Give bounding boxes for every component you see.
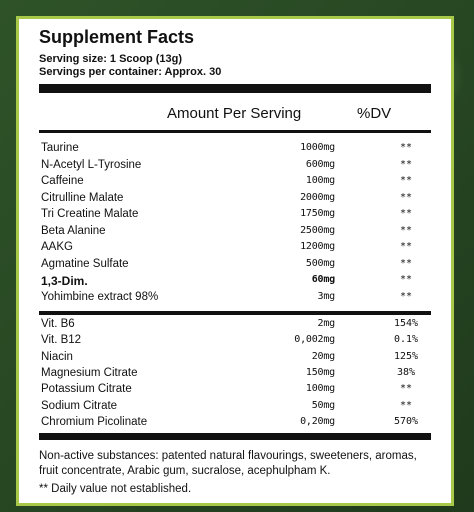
ingredient-amount: 100mg	[305, 175, 335, 186]
ingredient-amount: 1200mg	[300, 241, 335, 252]
ingredient-row	[41, 159, 431, 175]
non-active-substances: Non-active substances: patented natural flavourings, sweeteners, aromas, fruit concentrate, Arabic gum, sucralose, acephulpham K.	[39, 450, 417, 477]
ingredient-row	[41, 208, 431, 224]
ingredient-amount: 1750mg	[300, 208, 335, 219]
ingredient-dv: **	[399, 224, 413, 236]
divider-thick	[39, 84, 431, 93]
ingredient-name: Tri Creatine Malate	[41, 208, 139, 220]
ingredient-amount: 100mg	[305, 383, 335, 395]
ingredient-dv: **	[399, 191, 413, 203]
ingredient-dv: 125%	[393, 350, 419, 362]
ingredient-row	[41, 318, 431, 334]
ingredient-name: AAKG	[41, 241, 73, 253]
ingredient-row	[41, 192, 431, 208]
ingredient-row	[41, 274, 431, 290]
divider-middle	[39, 311, 431, 315]
ingredient-name: Yohimbine extract 98%	[41, 290, 159, 303]
divider-header	[39, 130, 431, 133]
ingredient-row	[41, 400, 431, 416]
daily-value-note: ** Daily value not established.	[39, 483, 192, 495]
ingredient-row	[41, 258, 431, 274]
ingredient-dv: **	[399, 208, 413, 219]
ingredient-amount: 150mg	[305, 366, 335, 378]
ingredient-dv: 570%	[393, 415, 419, 427]
servings-per-container: Servings per container: Approx. 30	[39, 66, 222, 78]
ingredient-amount: 0,20mg	[300, 415, 335, 427]
ingredient-amount: 2mg	[317, 318, 335, 329]
panel-title: Supplement Facts	[39, 27, 195, 47]
ingredient-row	[41, 351, 431, 367]
ingredient-amount: 1000mg	[300, 142, 335, 153]
ingredient-dv: **	[399, 274, 413, 285]
ingredient-amount: 20mg	[311, 350, 335, 362]
ingredient-row	[41, 175, 431, 191]
ingredient-name: Magnesium Citrate	[41, 366, 138, 379]
ingredient-dv: 0.1%	[393, 334, 419, 346]
divider-bottom	[39, 433, 431, 440]
ingredient-row	[41, 416, 431, 432]
ingredient-dv: 38%	[396, 366, 416, 378]
serving-size: Serving size: 1 Scoop (13g)	[39, 53, 183, 65]
header-amount: Amount Per Serving	[167, 105, 302, 122]
ingredient-amount: 500mg	[305, 257, 335, 269]
ingredient-row	[41, 225, 431, 241]
ingredient-amount: 2500mg	[300, 224, 335, 236]
ingredient-dv: **	[399, 175, 413, 186]
ingredient-amount: 60mg	[311, 274, 335, 285]
ingredient-row	[41, 142, 431, 158]
ingredient-name: Vit. B12	[41, 334, 82, 347]
supplement-facts-panel	[16, 16, 454, 506]
ingredient-row	[41, 367, 431, 383]
ingredient-dv: **	[399, 290, 413, 302]
ingredient-name: 1,3-Dim.	[41, 274, 88, 288]
ingredient-dv: **	[399, 257, 413, 269]
ingredient-name: Chromium Picolinate	[41, 415, 148, 428]
ingredient-amount: 600mg	[305, 158, 335, 170]
ingredient-row	[41, 241, 431, 257]
ingredient-name: Beta Alanine	[41, 224, 106, 237]
ingredient-dv: **	[399, 399, 413, 411]
ingredient-name: Taurine	[41, 142, 79, 154]
ingredient-name: Sodium Citrate	[41, 399, 118, 412]
ingredient-dv: **	[399, 383, 413, 395]
ingredient-dv: **	[399, 158, 413, 170]
header-dv: %DV	[357, 105, 392, 122]
ingredient-name: Vit. B6	[41, 318, 75, 330]
ingredient-dv: **	[399, 142, 413, 153]
ingredient-name: Citrulline Malate	[41, 191, 124, 204]
ingredient-name: Potassium Citrate	[41, 383, 132, 396]
ingredient-row	[41, 334, 431, 350]
ingredient-amount: 2000mg	[300, 191, 335, 203]
ingredient-amount: 50mg	[311, 399, 335, 411]
ingredient-amount: 0,002mg	[294, 334, 335, 346]
ingredient-dv: 154%	[393, 318, 419, 329]
ingredient-name: Agmatine Sulfate	[41, 257, 129, 270]
ingredient-dv: **	[399, 241, 413, 252]
ingredient-name: Niacin	[41, 350, 73, 363]
ingredient-name: N-Acetyl L-Tyrosine	[41, 158, 142, 171]
ingredient-row	[41, 291, 431, 307]
ingredient-amount: 3mg	[317, 290, 335, 302]
ingredient-name: Caffeine	[41, 175, 84, 187]
ingredient-row	[41, 383, 431, 399]
